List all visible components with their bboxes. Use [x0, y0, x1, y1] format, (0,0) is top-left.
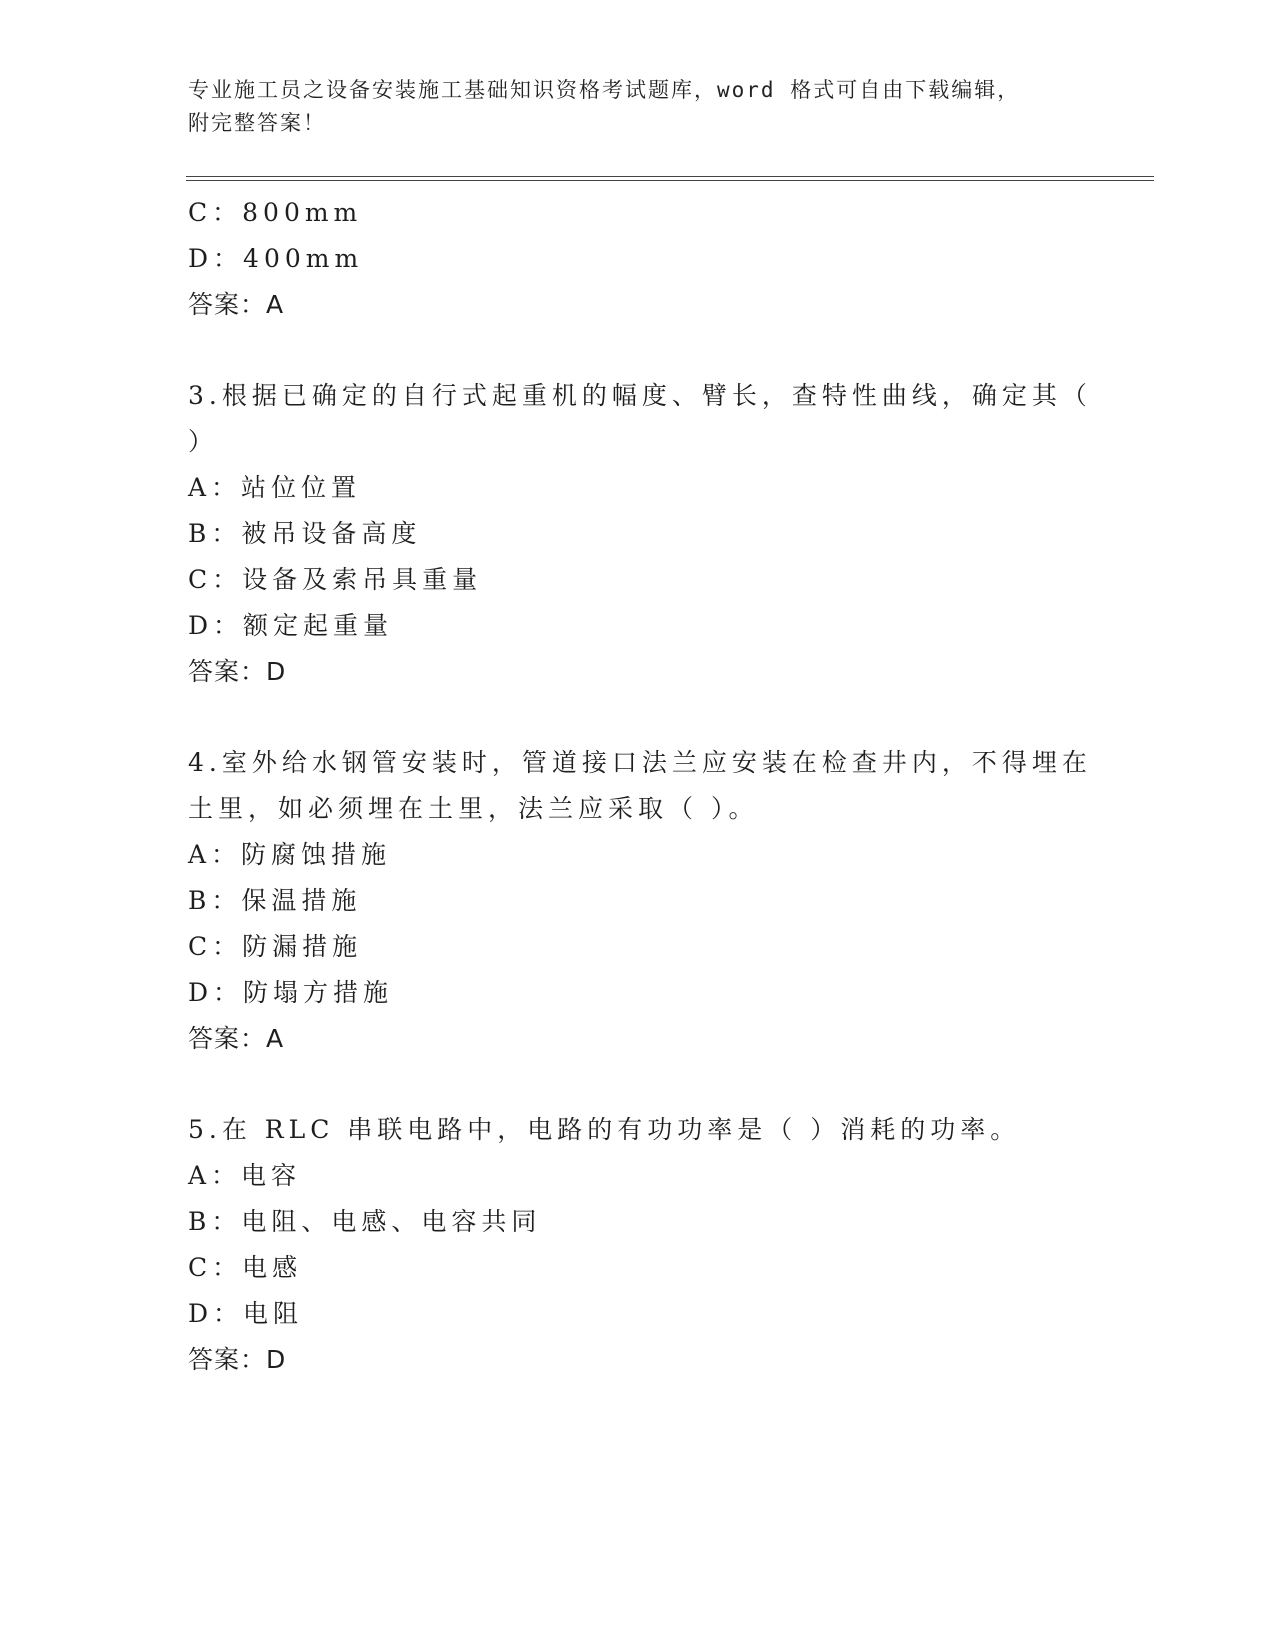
header-line-1: 专业施工员之设备安装施工基础知识资格考试题库，word 格式可自由下载编辑， [188, 78, 1021, 102]
question-3 [188, 373, 1092, 695]
answer-line: 答案：D [188, 657, 287, 686]
option-a: A：电容 [188, 1161, 302, 1190]
option-c: C：防漏措施 [188, 932, 363, 961]
question-stem-line: 5.在 RLC 串联电路中，电路的有功功率是（ ）消耗的功率。 [188, 1115, 1021, 1144]
option-d: D：400mm [188, 244, 364, 273]
question-list [188, 190, 1092, 1383]
question-stem-line: ） [188, 427, 219, 456]
spacer [188, 1062, 1088, 1107]
option-c: C：800mm [188, 198, 363, 227]
question-stem-line: 土里，如必须埋在土里，法兰应采取（ ）。 [188, 794, 759, 823]
question-2-tail [188, 190, 1088, 328]
option-a: A：站位位置 [188, 473, 362, 502]
option-d: D：电阻 [188, 1299, 304, 1328]
question-5 [188, 1107, 1088, 1383]
option-b: B：被吊设备高度 [188, 519, 422, 548]
header-divider [186, 176, 1154, 181]
option-b: B：电阻、电感、电容共同 [188, 1207, 542, 1236]
option-c: C：电感 [188, 1253, 303, 1282]
question-stem-line: 4.室外给水钢管安装时，管道接口法兰应安装在检查井内，不得埋在 [188, 748, 1092, 777]
answer-line: 答案：A [188, 1024, 285, 1053]
option-d: D：防塌方措施 [188, 978, 394, 1007]
answer-line: 答案：D [188, 1345, 287, 1374]
option-c: C：设备及索吊具重量 [188, 565, 483, 594]
question-4 [188, 740, 1092, 1062]
option-b: B：保温措施 [188, 886, 362, 915]
option-d: D：额定起重量 [188, 611, 394, 640]
question-stem-line: 3.根据已确定的自行式起重机的幅度、臂长，查特性曲线，确定其（ [188, 381, 1092, 410]
spacer [188, 328, 1088, 373]
header-line-2: 附完整答案！ [188, 111, 326, 135]
answer-line: 答案：A [188, 290, 285, 319]
document-header [188, 74, 1068, 140]
option-a: A：防腐蚀措施 [188, 840, 392, 869]
spacer [188, 695, 1088, 740]
